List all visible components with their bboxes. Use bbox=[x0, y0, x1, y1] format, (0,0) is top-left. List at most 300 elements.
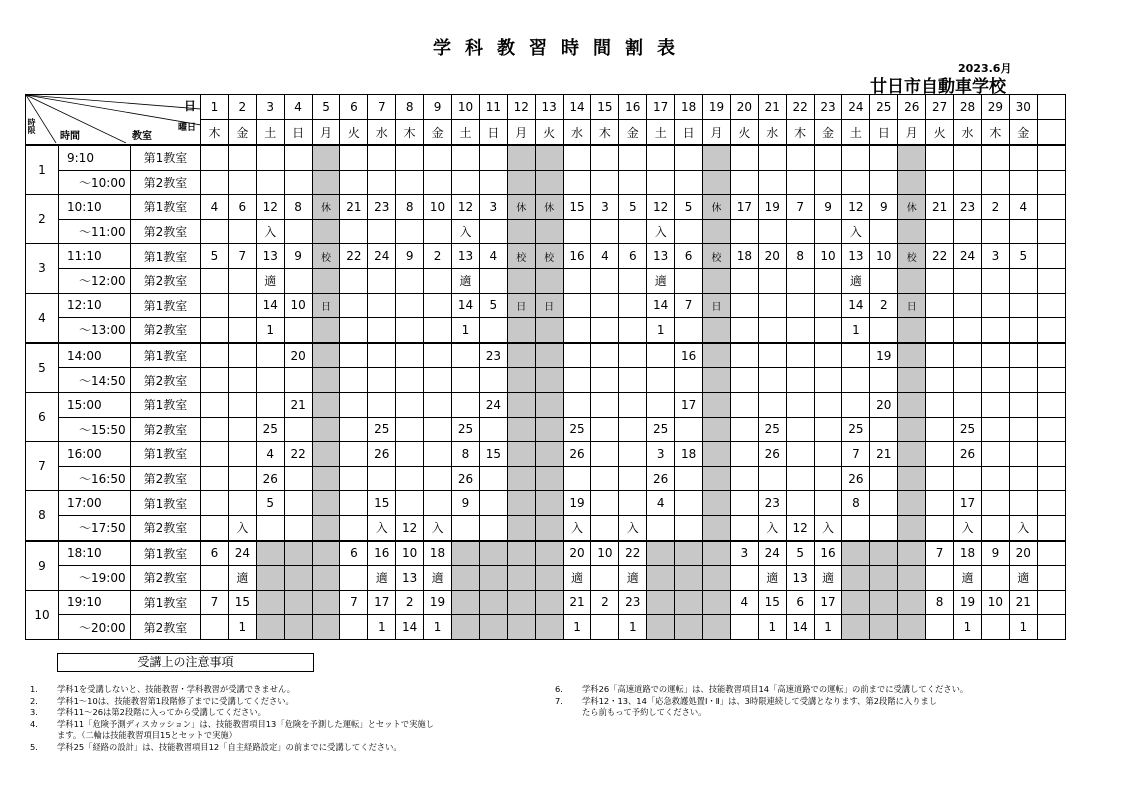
room-label: 第2教室 bbox=[131, 466, 201, 491]
lesson-cell bbox=[396, 293, 424, 318]
weekday-cell: 土 bbox=[452, 120, 480, 146]
lesson-cell bbox=[1009, 318, 1037, 343]
period-end-time: ～17:50 bbox=[59, 515, 131, 540]
lesson-cell bbox=[312, 268, 340, 293]
lesson-cell bbox=[591, 417, 619, 442]
lesson-cell bbox=[424, 392, 452, 417]
day-number-cell: 11 bbox=[479, 95, 507, 120]
lesson-cell: 入 bbox=[758, 515, 786, 540]
lesson-cell bbox=[563, 318, 591, 343]
period-start-time: 19:10 bbox=[59, 590, 131, 615]
lesson-cell bbox=[368, 293, 396, 318]
timetable-row bbox=[26, 219, 1066, 244]
lesson-cell: 入 bbox=[424, 515, 452, 540]
lesson-cell bbox=[228, 368, 256, 393]
lesson-cell: 9 bbox=[870, 195, 898, 220]
period-start-time: 18:10 bbox=[59, 541, 131, 566]
lesson-cell bbox=[340, 170, 368, 195]
lesson-cell bbox=[591, 466, 619, 491]
lesson-cell: 8 bbox=[284, 195, 312, 220]
lesson-cell: 6 bbox=[619, 244, 647, 269]
lesson-cell: 25 bbox=[647, 417, 675, 442]
lesson-cell bbox=[981, 515, 1009, 540]
timetable-row bbox=[26, 318, 1066, 343]
day-number-cell: 20 bbox=[730, 95, 758, 120]
day-number-cell: 23 bbox=[814, 95, 842, 120]
room-label: 第1教室 bbox=[131, 491, 201, 516]
lesson-cell bbox=[284, 417, 312, 442]
weekday-cell: 木 bbox=[201, 120, 229, 146]
lesson-cell bbox=[507, 343, 535, 368]
header-corner bbox=[26, 95, 201, 146]
day-number-cell: 9 bbox=[424, 95, 452, 120]
lesson-cell bbox=[396, 392, 424, 417]
lesson-cell bbox=[424, 145, 452, 170]
weekday-cell: 日 bbox=[284, 120, 312, 146]
lesson-cell: 20 bbox=[1009, 541, 1037, 566]
room-label: 第1教室 bbox=[131, 195, 201, 220]
lesson-cell bbox=[340, 268, 368, 293]
lesson-cell bbox=[535, 318, 563, 343]
lesson-cell bbox=[898, 170, 926, 195]
lesson-cell: 21 bbox=[870, 442, 898, 467]
lesson-cell bbox=[535, 566, 563, 591]
day-number-cell: 1 bbox=[201, 95, 229, 120]
lesson-cell bbox=[507, 515, 535, 540]
lesson-cell: 1 bbox=[452, 318, 480, 343]
lesson-cell bbox=[786, 442, 814, 467]
lesson-cell: 適 bbox=[228, 566, 256, 591]
lesson-cell bbox=[730, 442, 758, 467]
weekday-cell: 金 bbox=[814, 120, 842, 146]
day-number-cell: 15 bbox=[591, 95, 619, 120]
lesson-cell: 20 bbox=[563, 541, 591, 566]
lesson-cell bbox=[870, 219, 898, 244]
lesson-cell: 10 bbox=[814, 244, 842, 269]
lesson-cell: 休 bbox=[535, 195, 563, 220]
lesson-cell: 24 bbox=[758, 541, 786, 566]
lesson-cell bbox=[954, 293, 982, 318]
lesson-cell bbox=[898, 515, 926, 540]
lesson-cell: 10 bbox=[870, 244, 898, 269]
lesson-cell: 休 bbox=[898, 195, 926, 220]
note-number: 2. bbox=[30, 695, 38, 706]
weekday-cell: 土 bbox=[647, 120, 675, 146]
lesson-cell bbox=[396, 343, 424, 368]
lesson-cell: 2 bbox=[870, 293, 898, 318]
period-number: 9 bbox=[26, 541, 59, 591]
lesson-cell bbox=[758, 318, 786, 343]
lesson-cell: 20 bbox=[870, 392, 898, 417]
day-number-cell: 28 bbox=[954, 95, 982, 120]
lesson-cell bbox=[591, 515, 619, 540]
lesson-cell bbox=[703, 170, 731, 195]
weekday-cell: 水 bbox=[563, 120, 591, 146]
lesson-cell bbox=[452, 515, 480, 540]
lesson-cell bbox=[703, 368, 731, 393]
lesson-cell bbox=[981, 392, 1009, 417]
lesson-cell bbox=[786, 417, 814, 442]
lesson-cell bbox=[256, 515, 284, 540]
timetable-row bbox=[26, 244, 1066, 269]
lesson-cell bbox=[591, 491, 619, 516]
lesson-cell: 22 bbox=[926, 244, 954, 269]
lesson-cell bbox=[228, 268, 256, 293]
blank-cell bbox=[1037, 318, 1065, 343]
blank-cell bbox=[1037, 566, 1065, 591]
lesson-cell bbox=[703, 491, 731, 516]
lesson-cell bbox=[619, 466, 647, 491]
lesson-cell: 2 bbox=[591, 590, 619, 615]
lesson-cell bbox=[647, 170, 675, 195]
lesson-cell: 入 bbox=[563, 515, 591, 540]
lesson-cell bbox=[368, 219, 396, 244]
lesson-cell: 校 bbox=[535, 244, 563, 269]
lesson-cell: 25 bbox=[954, 417, 982, 442]
lesson-cell bbox=[842, 145, 870, 170]
lesson-cell: 2 bbox=[424, 244, 452, 269]
lesson-cell bbox=[535, 392, 563, 417]
room-label: 第2教室 bbox=[131, 170, 201, 195]
day-number-cell: 7 bbox=[368, 95, 396, 120]
lesson-cell bbox=[424, 170, 452, 195]
lesson-cell bbox=[619, 293, 647, 318]
timetable-row bbox=[26, 541, 1066, 566]
lesson-cell bbox=[424, 417, 452, 442]
lesson-cell: 3 bbox=[981, 244, 1009, 269]
weekday-cell: 日 bbox=[870, 120, 898, 146]
lesson-cell bbox=[675, 368, 703, 393]
lesson-cell bbox=[284, 466, 312, 491]
period-start-time: 9:10 bbox=[59, 145, 131, 170]
lesson-cell bbox=[452, 368, 480, 393]
lesson-cell bbox=[870, 491, 898, 516]
lesson-cell: 12 bbox=[647, 195, 675, 220]
period-number: 2 bbox=[26, 195, 59, 244]
lesson-cell bbox=[452, 392, 480, 417]
blank-cell bbox=[1037, 392, 1065, 417]
lesson-cell bbox=[507, 466, 535, 491]
lesson-cell bbox=[870, 615, 898, 640]
period-number: 3 bbox=[26, 244, 59, 293]
lesson-cell bbox=[926, 170, 954, 195]
lesson-cell bbox=[675, 466, 703, 491]
lesson-cell bbox=[591, 170, 619, 195]
lesson-cell: 12 bbox=[786, 515, 814, 540]
lesson-cell bbox=[591, 293, 619, 318]
period-end-time: ～20:00 bbox=[59, 615, 131, 640]
lesson-cell bbox=[619, 491, 647, 516]
lesson-cell bbox=[730, 170, 758, 195]
lesson-cell bbox=[926, 343, 954, 368]
lesson-cell bbox=[703, 417, 731, 442]
lesson-cell: 8 bbox=[452, 442, 480, 467]
blank-cell bbox=[1037, 219, 1065, 244]
blank-cell bbox=[1037, 343, 1065, 368]
weekday-cell: 月 bbox=[703, 120, 731, 146]
lesson-cell: 休 bbox=[703, 195, 731, 220]
lesson-cell: 日 bbox=[898, 293, 926, 318]
lesson-cell bbox=[1009, 491, 1037, 516]
lesson-cell: 適 bbox=[256, 268, 284, 293]
lesson-cell: 19 bbox=[870, 343, 898, 368]
lesson-cell bbox=[201, 442, 229, 467]
lesson-cell bbox=[591, 318, 619, 343]
lesson-cell: 14 bbox=[647, 293, 675, 318]
lesson-cell bbox=[786, 318, 814, 343]
lesson-cell bbox=[368, 318, 396, 343]
lesson-cell bbox=[730, 293, 758, 318]
lesson-cell: 17 bbox=[954, 491, 982, 516]
lesson-cell bbox=[675, 541, 703, 566]
lesson-cell: 入 bbox=[1009, 515, 1037, 540]
lesson-cell bbox=[981, 343, 1009, 368]
lesson-cell bbox=[201, 515, 229, 540]
lesson-cell bbox=[312, 219, 340, 244]
lesson-cell bbox=[703, 615, 731, 640]
lesson-cell bbox=[479, 515, 507, 540]
lesson-cell bbox=[591, 368, 619, 393]
lesson-cell: 14 bbox=[452, 293, 480, 318]
lesson-cell bbox=[535, 268, 563, 293]
lesson-cell bbox=[842, 615, 870, 640]
lesson-cell bbox=[340, 491, 368, 516]
lesson-cell: 12 bbox=[256, 195, 284, 220]
lesson-cell bbox=[284, 615, 312, 640]
lesson-cell bbox=[758, 170, 786, 195]
lesson-cell bbox=[647, 541, 675, 566]
lesson-cell: 5 bbox=[619, 195, 647, 220]
lesson-cell: 4 bbox=[1009, 195, 1037, 220]
lesson-cell bbox=[479, 368, 507, 393]
lesson-cell bbox=[981, 145, 1009, 170]
lesson-cell bbox=[926, 491, 954, 516]
lesson-cell bbox=[1009, 466, 1037, 491]
lesson-cell bbox=[926, 219, 954, 244]
lesson-cell bbox=[619, 343, 647, 368]
lesson-cell bbox=[340, 392, 368, 417]
lesson-cell: 26 bbox=[647, 466, 675, 491]
lesson-cell bbox=[981, 268, 1009, 293]
lesson-cell bbox=[786, 343, 814, 368]
lesson-cell: 6 bbox=[675, 244, 703, 269]
lesson-cell: 9 bbox=[396, 244, 424, 269]
lesson-cell: 23 bbox=[368, 195, 396, 220]
note-text: 学科1～10は、技能教習第1段階修了までに受講してください。 bbox=[57, 695, 294, 706]
lesson-cell bbox=[898, 442, 926, 467]
day-number-cell: 21 bbox=[758, 95, 786, 120]
lesson-cell bbox=[228, 491, 256, 516]
lesson-cell: 22 bbox=[284, 442, 312, 467]
note-text: 学科1を受講しないと、技能教習・学科教習が受講できません。 bbox=[57, 684, 296, 694]
lesson-cell: 7 bbox=[201, 590, 229, 615]
lesson-cell bbox=[981, 466, 1009, 491]
room-label: 第2教室 bbox=[131, 219, 201, 244]
timetable-row bbox=[26, 566, 1066, 591]
note-number: 6. bbox=[555, 684, 563, 694]
lesson-cell bbox=[368, 368, 396, 393]
lesson-cell bbox=[312, 145, 340, 170]
timetable-row bbox=[26, 343, 1066, 368]
lesson-cell bbox=[340, 417, 368, 442]
lesson-cell bbox=[563, 466, 591, 491]
lesson-cell: 18 bbox=[675, 442, 703, 467]
lesson-cell: 1 bbox=[647, 318, 675, 343]
lesson-cell: 9 bbox=[284, 244, 312, 269]
lesson-cell bbox=[396, 268, 424, 293]
lesson-cell bbox=[647, 392, 675, 417]
lesson-cell bbox=[730, 417, 758, 442]
lesson-cell bbox=[758, 268, 786, 293]
day-number-cell: 26 bbox=[898, 95, 926, 120]
lesson-cell bbox=[619, 392, 647, 417]
lesson-cell bbox=[284, 145, 312, 170]
lesson-cell bbox=[201, 392, 229, 417]
lesson-cell bbox=[396, 417, 424, 442]
lesson-cell bbox=[284, 515, 312, 540]
day-number-cell: 12 bbox=[507, 95, 535, 120]
blank-cell bbox=[1037, 170, 1065, 195]
weekday-cell: 金 bbox=[1009, 120, 1037, 146]
lesson-cell bbox=[703, 343, 731, 368]
day-number-cell: 22 bbox=[786, 95, 814, 120]
lesson-cell bbox=[814, 491, 842, 516]
period-end-time: ～14:50 bbox=[59, 368, 131, 393]
lesson-cell bbox=[368, 343, 396, 368]
timetable-row bbox=[26, 590, 1066, 615]
lesson-cell: 14 bbox=[842, 293, 870, 318]
room-label: 第1教室 bbox=[131, 541, 201, 566]
schedule-month: 2023.6月 bbox=[958, 62, 1012, 75]
period-start-time: 15:00 bbox=[59, 392, 131, 417]
lesson-cell bbox=[256, 590, 284, 615]
lesson-cell bbox=[228, 170, 256, 195]
room-label: 第1教室 bbox=[131, 145, 201, 170]
lesson-cell bbox=[954, 368, 982, 393]
weekday-cell: 金 bbox=[619, 120, 647, 146]
lesson-cell bbox=[452, 145, 480, 170]
lesson-cell: 20 bbox=[758, 244, 786, 269]
lesson-cell bbox=[396, 318, 424, 343]
timetable-row bbox=[26, 442, 1066, 467]
lesson-cell bbox=[814, 170, 842, 195]
lesson-cell: 13 bbox=[452, 244, 480, 269]
blank-cell bbox=[1037, 95, 1065, 120]
lesson-cell: 26 bbox=[256, 466, 284, 491]
lesson-cell bbox=[201, 219, 229, 244]
lesson-cell bbox=[312, 368, 340, 393]
lesson-cell bbox=[870, 515, 898, 540]
header-row-days bbox=[26, 95, 1066, 120]
lesson-cell: 7 bbox=[842, 442, 870, 467]
timetable-row bbox=[26, 417, 1066, 442]
lesson-cell: 13 bbox=[786, 566, 814, 591]
lesson-cell: 24 bbox=[228, 541, 256, 566]
lesson-cell: 26 bbox=[954, 442, 982, 467]
lesson-cell bbox=[814, 442, 842, 467]
lesson-cell bbox=[703, 541, 731, 566]
lesson-cell: 10 bbox=[396, 541, 424, 566]
lesson-cell bbox=[535, 442, 563, 467]
lesson-cell bbox=[228, 145, 256, 170]
lesson-cell bbox=[201, 466, 229, 491]
lesson-cell bbox=[284, 590, 312, 615]
lesson-cell bbox=[898, 466, 926, 491]
lesson-cell bbox=[814, 219, 842, 244]
lesson-cell bbox=[981, 368, 1009, 393]
lesson-cell bbox=[675, 515, 703, 540]
weekday-cell: 土 bbox=[842, 120, 870, 146]
blank-cell bbox=[1037, 293, 1065, 318]
lesson-cell: 8 bbox=[926, 590, 954, 615]
period-end-time: ～12:00 bbox=[59, 268, 131, 293]
lesson-cell bbox=[926, 392, 954, 417]
lesson-cell: 5 bbox=[1009, 244, 1037, 269]
lesson-cell: 17 bbox=[675, 392, 703, 417]
lesson-cell bbox=[703, 566, 731, 591]
lesson-cell bbox=[507, 268, 535, 293]
lesson-cell: 適 bbox=[842, 268, 870, 293]
note-text: 学科25「経路の設計」は、技能教習項目12「自主経路設定」の前までに受講してください。 bbox=[57, 741, 402, 752]
lesson-cell bbox=[340, 368, 368, 393]
lesson-cell bbox=[814, 318, 842, 343]
blank-cell bbox=[1037, 615, 1065, 640]
lesson-cell bbox=[563, 343, 591, 368]
lesson-cell bbox=[870, 590, 898, 615]
period-end-time: ～13:00 bbox=[59, 318, 131, 343]
lesson-cell bbox=[256, 170, 284, 195]
lesson-cell bbox=[563, 145, 591, 170]
blank-cell bbox=[1037, 491, 1065, 516]
lesson-cell bbox=[479, 170, 507, 195]
lesson-cell: 1 bbox=[424, 615, 452, 640]
lesson-cell: 日 bbox=[312, 293, 340, 318]
lesson-cell bbox=[368, 392, 396, 417]
lesson-cell: 16 bbox=[368, 541, 396, 566]
lesson-cell: 7 bbox=[786, 195, 814, 220]
lesson-cell bbox=[981, 566, 1009, 591]
lesson-cell bbox=[1009, 343, 1037, 368]
lesson-cell bbox=[228, 293, 256, 318]
lesson-cell: 20 bbox=[284, 343, 312, 368]
lesson-cell bbox=[312, 590, 340, 615]
lesson-cell bbox=[675, 590, 703, 615]
lesson-cell bbox=[201, 145, 229, 170]
lesson-cell bbox=[926, 145, 954, 170]
lesson-cell bbox=[786, 466, 814, 491]
lesson-cell: 13 bbox=[396, 566, 424, 591]
lesson-cell bbox=[870, 368, 898, 393]
lesson-cell: 25 bbox=[368, 417, 396, 442]
room-label: 第2教室 bbox=[131, 566, 201, 591]
lesson-cell: 3 bbox=[479, 195, 507, 220]
lesson-cell bbox=[981, 219, 1009, 244]
lesson-cell: 4 bbox=[479, 244, 507, 269]
lesson-cell bbox=[424, 219, 452, 244]
lesson-cell bbox=[730, 268, 758, 293]
day-number-cell: 6 bbox=[340, 95, 368, 120]
lesson-cell bbox=[507, 417, 535, 442]
lesson-cell: 入 bbox=[228, 515, 256, 540]
lesson-cell bbox=[312, 343, 340, 368]
lesson-cell bbox=[312, 417, 340, 442]
lesson-cell bbox=[535, 491, 563, 516]
lesson-cell: 4 bbox=[201, 195, 229, 220]
lesson-cell: 休 bbox=[312, 195, 340, 220]
lesson-cell bbox=[814, 293, 842, 318]
day-number-cell: 19 bbox=[703, 95, 731, 120]
lesson-cell bbox=[284, 368, 312, 393]
